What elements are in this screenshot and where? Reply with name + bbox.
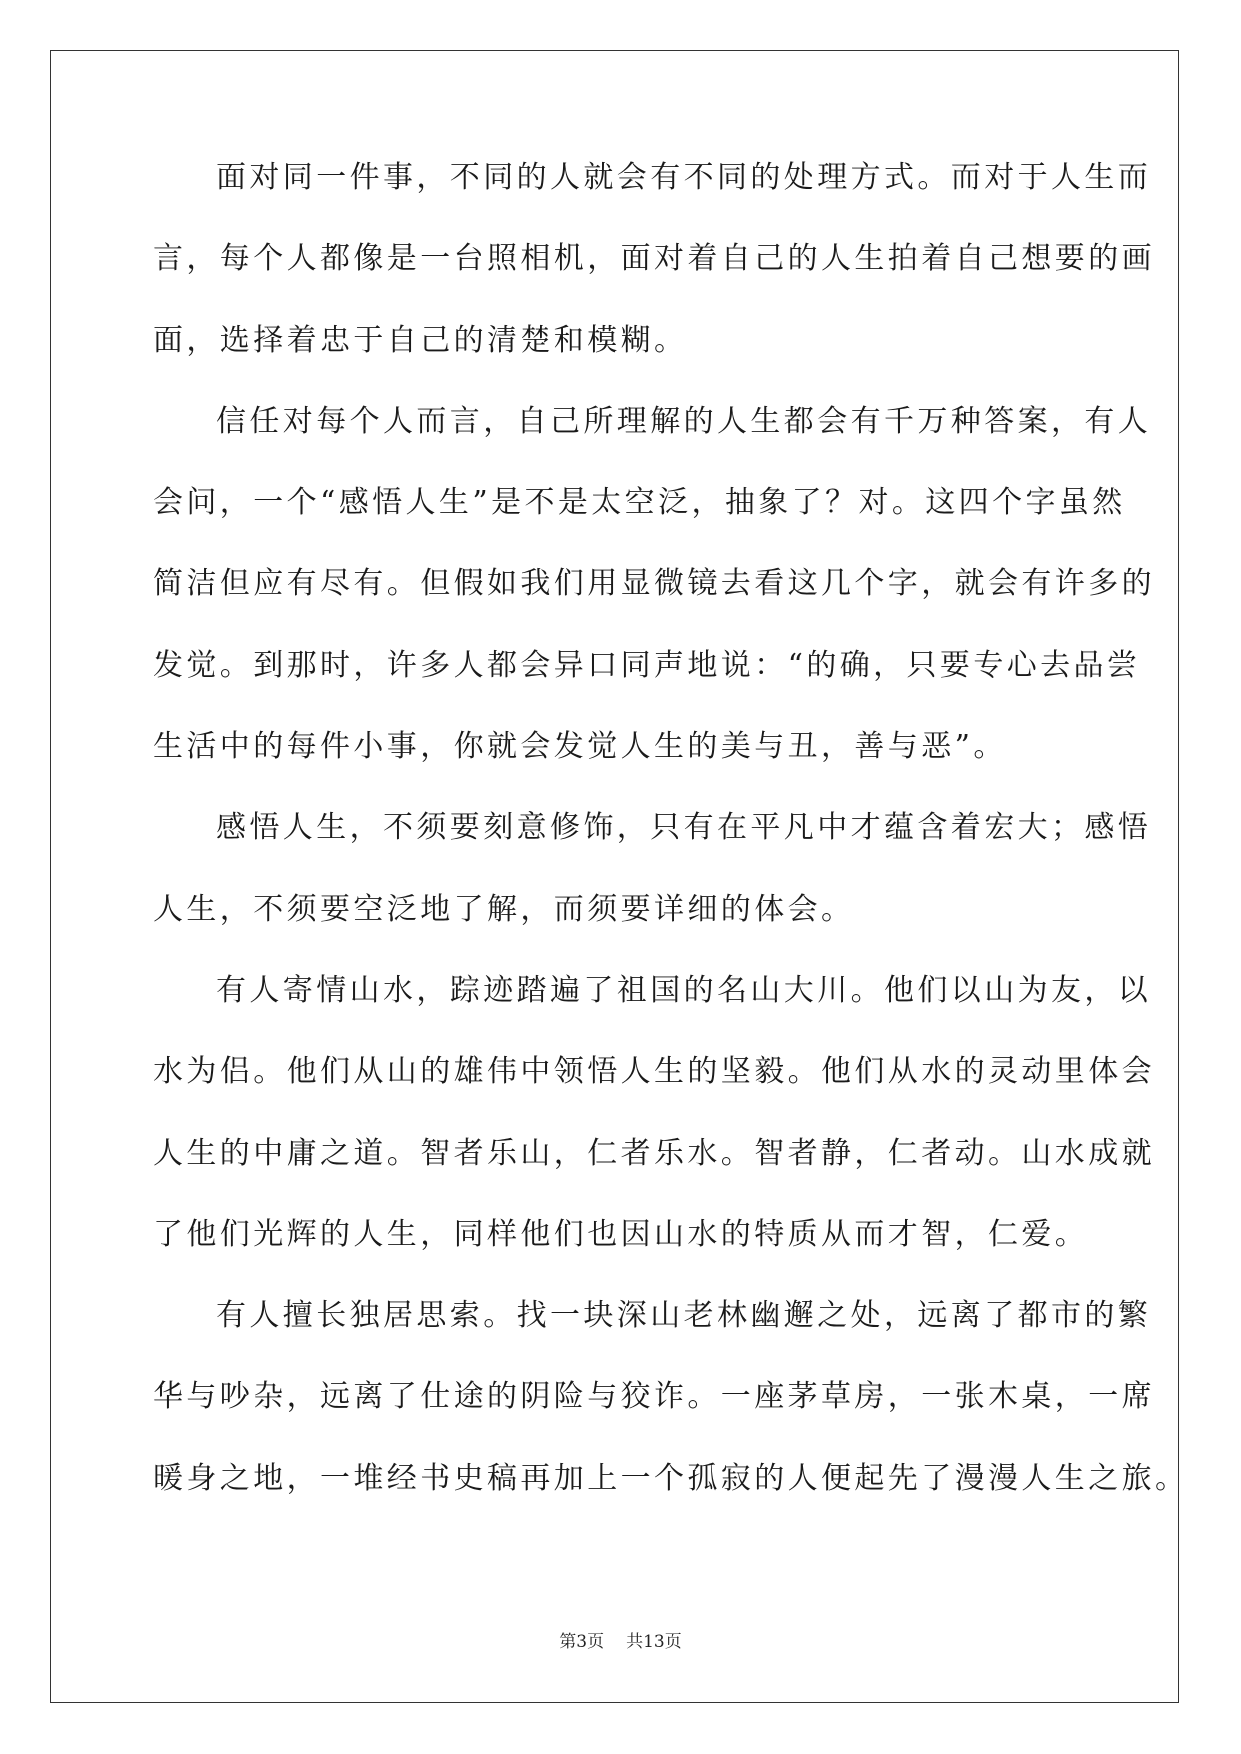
paragraph-4-line-3: 人生的中庸之道。智者乐山，仁者乐水。智者静，仁者动。山水成就: [153, 1135, 1155, 1171]
page-total: 共13页: [626, 1632, 682, 1652]
paragraph-4-line-1: 有人寄情山水，踪迹踏遍了祖国的名山大川。他们以山为友，以: [216, 972, 1152, 1008]
page-footer: [0, 1632, 1241, 1652]
paragraph-1-line-3: 面，选择着忠于自己的清楚和模糊。: [153, 322, 688, 358]
paragraph-1-line-1: 面对同一件事，不同的人就会有不同的处理方式。而对于人生而: [216, 160, 1152, 195]
paragraph-2-line-5: 生活中的每件小事，你就会发觉人生的美与丑，善与恶”。: [153, 729, 1007, 765]
page-number: 第3页: [559, 1632, 605, 1652]
paragraph-2-line-4: 发觉。到那时，许多人都会异口同声地说：“的确，只要专心去品尝: [153, 647, 1141, 683]
paragraph-3-line-1: 感悟人生，不须要刻意修饰，只有在平凡中才蕴含着宏大；感悟: [216, 810, 1152, 846]
document-body: [153, 160, 1189, 1545]
paragraph-4-line-2: 水为侣。他们从山的雄伟中领悟人生的坚毅。他们从水的灵动里体会: [153, 1054, 1155, 1090]
paragraph-5-line-3: 暖身之地，一堆经书史稿再加上一个孤寂的人便起先了漫漫人生之旅。: [153, 1460, 1189, 1496]
paragraph-3-line-2: 人生，不须要空泛地了解，而须要详细的体会。: [153, 891, 855, 927]
paragraph-2-line-2: 会问，一个“感悟人生”是不是太空泛，抽象了？对。这四个字虽然: [153, 485, 1126, 521]
paragraph-2-line-3: 简洁但应有尽有。但假如我们用显微镜去看这几个字，就会有许多的: [153, 566, 1155, 602]
paragraph-2-line-1: 信任对每个人而言，自己所理解的人生都会有千万种答案，有人: [216, 403, 1152, 439]
paragraph-4-line-4: 了他们光辉的人生，同样他们也因山水的特质从而才智，仁爱。: [153, 1216, 1089, 1252]
paragraph-1-line-2: 言，每个人都像是一台照相机，面对着自己的人生拍着自己想要的画: [153, 241, 1155, 277]
paragraph-5-line-1: 有人擅长独居思索。找一块深山老林幽邂之处，远离了都市的繁: [216, 1298, 1152, 1334]
paragraph-5-line-2: 华与吵杂，远离了仕途的阴险与狡诈。一座茅草房，一张木桌，一席: [153, 1379, 1155, 1415]
